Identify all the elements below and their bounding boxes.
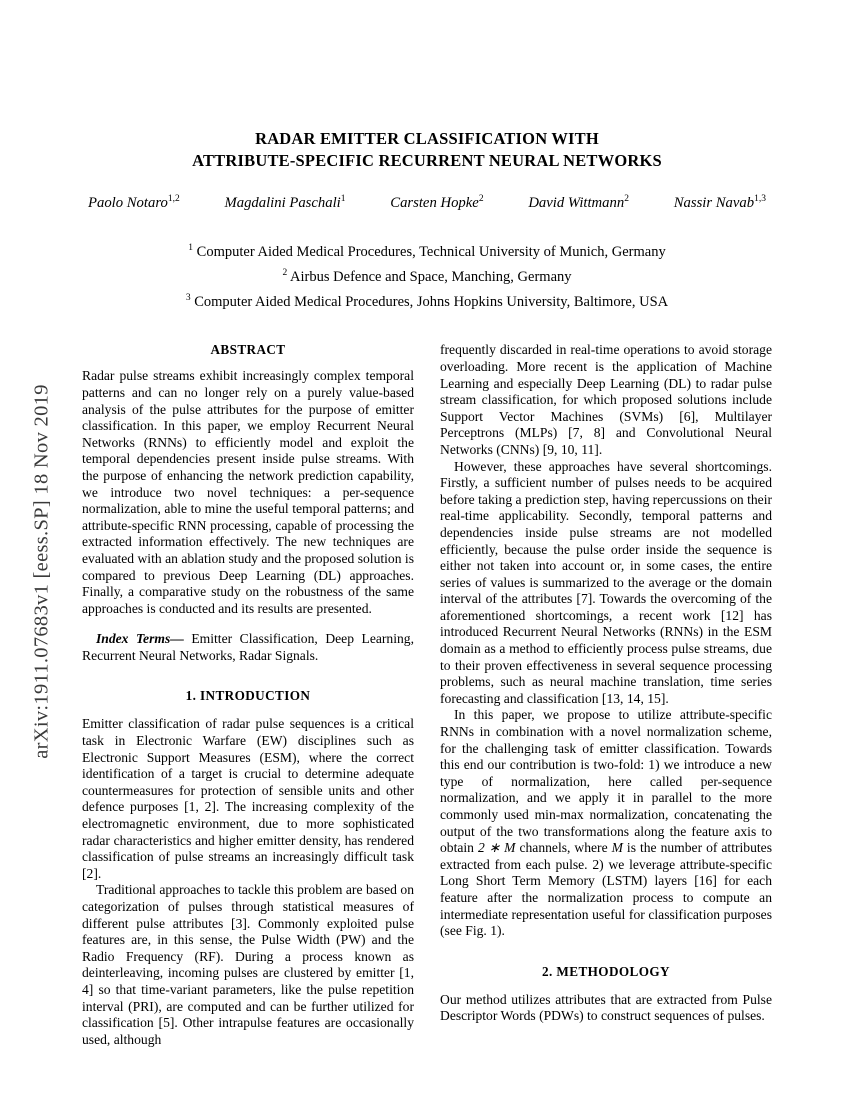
author-1-affil-marker: 1,2 — [167, 194, 180, 204]
affiliation-2 — [82, 263, 772, 288]
right-paragraph-3-part-b: channels, where — [515, 840, 612, 856]
two-column-body — [82, 342, 772, 1048]
right-column — [440, 342, 772, 1048]
author-3 — [390, 194, 483, 212]
affiliation-1-marker: 1 — [188, 242, 194, 253]
right-paragraph-1: frequently discarded in real-time operations to avoid storage overloading. More recent is the application of Machine Learning and especially Deep Learning (DL) to radar pulse stream classification, for which proposed solutions include Support Vector Machines (SVMs) [6], Multilayer Perceptrons (MLPs) [7, 8] and Convolutional Neural Networks (CNNs) [9, 10, 11]. — [440, 342, 772, 457]
right-paragraph-3-part-c: is the number of attributes extracted from each pulse. 2) we leverage attribute-specific Long Short Term Memory (LSTM) layers [16] for each feature after the normalization process to compute an intermediate representation useful for classification purposes (see Fig. 1). — [440, 840, 772, 939]
affiliation-2-text: Airbus Defence and Space, Manching, Germany — [287, 268, 572, 285]
index-terms-label: Index Terms— — [96, 631, 184, 647]
right-paragraph-2: However, these approaches have several shortcomings. Firstly, a sufficient number of pulses needs to be acquired before taking a prediction step, having repercussions on their real-time applicability. Secondly, temporal patterns and dependencies inside pulse streams are not modelled efficiently, because the pulse order inside the sequence is either not taken into account or, in some cases, the entire series of values is summarized to the average or the domain interval of the attributes [7]. Towards the overcoming of the aforementioned shortcomings, a recent work [12] has introduced Recurrent Neural Networks (RNNs) in the ESM domain as a method to efficiently process pulse streams, due to their proven effectiveness in several sequence processing problems, such as neural machine translation, time series forecasting and classification [13, 14, 15]. — [440, 458, 772, 706]
title-line-2: ATTRIBUTE-SPECIFIC RECURRENT NEURAL NETWORKS — [192, 151, 662, 170]
author-2-affil-marker: 1 — [340, 194, 346, 204]
arxiv-identifier-stamp: arXiv:1911.07683v1 [eess.SP] 18 Nov 2019 — [30, 384, 53, 759]
title-line-1: RADAR EMITTER CLASSIFICATION WITH — [255, 129, 599, 148]
author-2-name: Magdalini Paschali — [224, 194, 341, 211]
abstract-paragraph: Radar pulse streams exhibit increasingly complex temporal patterns and can no longer rely on a purely value-based analysis of the pulse attributes for the purpose of emitter classification. In this paper, we employ Recurrent Neural Networks (RNNs) to efficiently model and exploit the temporal dependencies present inside pulse streams. With the purpose of enhancing the network prediction capability, we introduce two novel techniques: a per-sequence normalization, able to mine the useful temporal patterns; and attribute-specific RNN processing, capable of processing the extracted information effectively. The new techniques are evaluated with an ablation study and the proposed solution is compared to previous Deep Learning (DL) approaches. Finally, a comparative study on the robustness of the same approaches is conducted and its results are presented. — [82, 368, 414, 616]
author-4 — [528, 194, 629, 212]
inline-math-channels: 2 ∗ M — [477, 840, 516, 856]
author-list — [88, 194, 766, 212]
right-paragraph-3 — [440, 707, 772, 939]
author-5-name: Nassir Navab — [673, 194, 755, 211]
affiliation-1-text: Computer Aided Medical Procedures, Technical University of Munich, Germany — [193, 243, 666, 260]
author-4-affil-marker: 2 — [624, 194, 629, 204]
inline-math-m: M — [611, 840, 623, 856]
intro-paragraph-1: Emitter classification of radar pulse sequences is a critical task in Electronic Warfare (EW) disciplines such as Electronic Support Measures (ESM), where the correct identification of a target is crucial to determine adequate countermeasures for protection of sensible units and other defence purposes [1, 2]. The increasing complexity of the electromagnetic environment, due to more sophisticated radar characteristics and higher emitter density, has rendered classification of pulse streams an increasingly difficult task [2]. — [82, 716, 414, 881]
author-2 — [224, 194, 345, 212]
right-paragraph-3-part-a: In this paper, we propose to utilize attribute-specific RNNs in combination with a novel normalization scheme, for the challenging task of emitter classification. Towards this end our contribution is two-fold: 1) we introduce a new type of normalization, here called per-sequence normalization, and we apply it in parallel to the more commonly used min-max normalization, concatenating the output of the two transformations along the feature axis to obtain — [440, 707, 772, 856]
author-5 — [674, 194, 766, 212]
author-3-affil-marker: 2 — [478, 194, 484, 204]
paper-content — [82, 128, 772, 1048]
affiliation-1 — [82, 238, 772, 263]
index-terms — [82, 631, 414, 664]
affiliation-3-text: Computer Aided Medical Procedures, Johns Hopkins University, Baltimore, USA — [190, 293, 669, 310]
author-1 — [88, 194, 180, 212]
index-terms-body: Emitter Classification, Deep Learning, Recurrent Neural Networks, Radar Signals. — [82, 631, 414, 663]
affiliation-3-marker: 3 — [185, 292, 191, 303]
author-3-name: Carsten Hopke — [390, 194, 479, 211]
left-column — [82, 342, 414, 1048]
introduction-heading: 1. INTRODUCTION — [185, 688, 311, 704]
methodology-paragraph-1: Our method utilizes attributes that are extracted from Pulse Descriptor Words (PDWs) to construct sequences of pulses. — [440, 991, 772, 1024]
author-4-name: David Wittmann — [528, 194, 625, 211]
intro-paragraph-2: Traditional approaches to tackle this problem are based on categorization of pulses through statistical measures of different pulse attributes [3]. Commonly exploited pulse features are, in this sense, the Pulse Width (PW) and the Radio Frequency (RF). During a process known as deinterleaving, incoming pulses are clustered by emitter [1, 4] so that time-variant parameters, like the pulse repetition interval (PRI), are computed and can be further utilized for classification [5]. Other intrapulse features are occasionally used, although — [82, 882, 414, 1047]
author-5-affil-marker: 1,3 — [754, 194, 766, 204]
affiliation-3 — [82, 288, 772, 313]
affiliation-list — [82, 238, 772, 312]
methodology-heading: 2. METHODOLOGY — [542, 963, 670, 979]
page-title — [82, 128, 772, 172]
abstract-heading: ABSTRACT — [210, 342, 286, 358]
author-1-name: Paolo Notaro — [88, 194, 168, 211]
affiliation-2-marker: 2 — [282, 267, 288, 278]
